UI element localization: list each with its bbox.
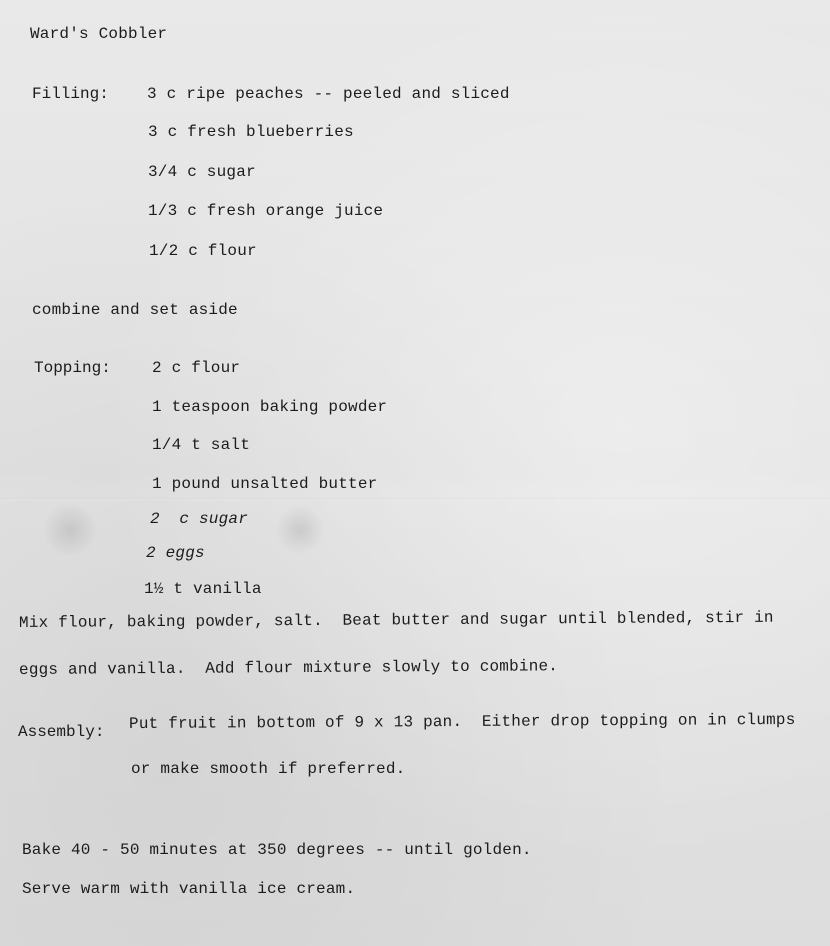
assembly-line: Put fruit in bottom of 9 x 13 pan. Either drop topping on in clumps [128, 710, 796, 733]
method-line: Mix flour, baking powder, salt. Beat butter and sugar until blended, stir in [18, 608, 774, 632]
filling-item: 1/3 c fresh orange juice [148, 202, 384, 220]
recipe-title: Ward's Cobbler [30, 25, 168, 43]
assembly-label: Assembly: [18, 723, 105, 741]
method-line: eggs and vanilla. Add flour mixture slowly to combine. [18, 657, 559, 679]
topping-item: 1½ t vanilla [144, 580, 262, 598]
topping-item: 1 teaspoon baking powder [152, 398, 388, 416]
stain [40, 505, 100, 555]
paper-fold [0, 498, 830, 500]
filling-item: 3 c ripe peaches -- peeled and sliced [147, 85, 510, 103]
stain [275, 505, 325, 555]
topping-item: 2 eggs [146, 544, 205, 562]
topping-item: 2 c flour [152, 359, 241, 377]
topping-label: Topping: [34, 359, 111, 377]
topping-item: 1/4 t salt [152, 436, 251, 454]
filling-item: 1/2 c flour [149, 242, 257, 260]
filling-note: combine and set aside [32, 301, 238, 319]
filling-item: 3 c fresh blueberries [148, 123, 354, 141]
filling-label: Filling: [32, 85, 109, 103]
assembly-line: or make smooth if preferred. [131, 760, 406, 778]
bake-instruction: Bake 40 - 50 minutes at 350 degrees -- until golden. [22, 841, 532, 859]
topping-item: 2 c sugar [150, 510, 249, 528]
serve-instruction: Serve warm with vanilla ice cream. [22, 880, 356, 898]
topping-item: 1 pound unsalted butter [152, 475, 378, 493]
filling-item: 3/4 c sugar [148, 163, 256, 181]
